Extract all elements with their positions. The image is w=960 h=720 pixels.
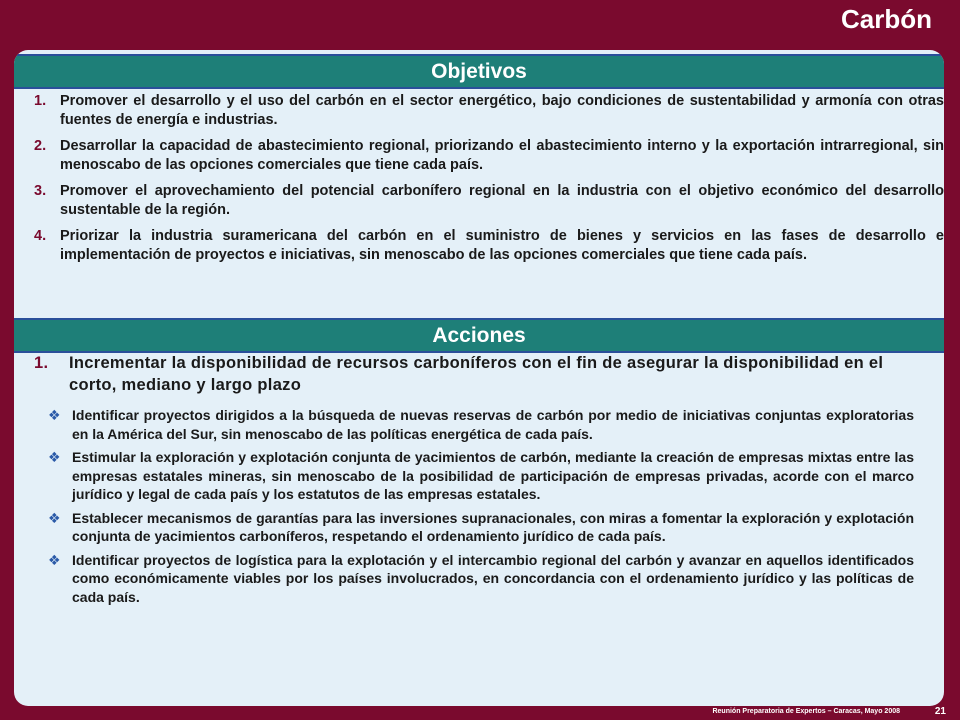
objetivo-text: Desarrollar la capacidad de abastecimiento regional, priorizando el abastecimiento interno y la exportación intrarregional, sin menoscabo de las opciones comerciales que tiene cada país. xyxy=(60,138,944,173)
objetivo-item-4 xyxy=(34,227,944,265)
accion-bullet-text: Establecer mecanismos de garantías para las inversiones supranacionales, con miras a fomentar la exploración y explotación conjunta de yacimientos carboníferos, respetando el ordenamiento jurídico de cada país. xyxy=(72,509,914,544)
objetivo-number: 4. xyxy=(34,228,47,244)
accion-bullet-3 xyxy=(48,509,914,546)
diamond-bullet-icon: ❖ xyxy=(48,509,61,526)
slide-title: Carbón xyxy=(841,4,932,34)
footer-text: Reunión Preparatoria de Expertos – Caracas, Mayo 2008 xyxy=(712,708,900,715)
diamond-bullet-icon: ❖ xyxy=(48,449,61,465)
objetivo-text: Promover el aprovechamiento del potencial carbonífero regional en la industria con el objetivo económico del desarrollo sustentable de la región. xyxy=(60,183,944,218)
objetivo-number: 2. xyxy=(34,138,47,154)
footer xyxy=(0,706,960,720)
accion-bullet-1 xyxy=(48,406,914,443)
accion-heading-text: Incrementar la disponibilidad de recursos carboníferos con el fin de asegurar la disponibilidad en el corto, mediano y largo plazo xyxy=(69,354,884,394)
accion-bullet-4 xyxy=(48,551,914,607)
diamond-bullet-icon: ❖ xyxy=(48,407,61,423)
objetivo-text: Promover el desarrollo y el uso del carbón en el sector energético, bajo condiciones de sustentabilidad y armonía con otras fuentes de energía e industrias. xyxy=(60,93,944,128)
accion-bullet-text: Identificar proyectos de logística para la explotación y el intercambio regional del carbón y avanzar en aquellos identificados como económicamente viables por los países involucrados, en concordancia con el ordenamiento jurídico y las políticas de cada país. xyxy=(72,551,914,605)
objetivo-text: Priorizar la industria suramericana del carbón en el suministro de bienes y servicios en las fases de desarrollo e implementación de proyectos e iniciativas, sin menoscabo de las opciones comerciales que tiene cada país. xyxy=(60,228,944,263)
diamond-bullet-icon: ❖ xyxy=(48,551,61,568)
accion-bullet-2 xyxy=(48,448,914,504)
objetivo-number: 3. xyxy=(34,183,47,199)
accion-heading xyxy=(34,352,914,396)
objetivos-header xyxy=(14,54,944,89)
page-number: 21 xyxy=(934,706,946,717)
objetivo-item-2 xyxy=(34,137,944,175)
acciones-bullet-list xyxy=(48,406,914,611)
objetivos-list xyxy=(34,92,944,272)
objetivo-item-1 xyxy=(34,92,944,130)
objetivos-header-label: Objetivos xyxy=(431,60,527,83)
accion-bullet-text: Estimular la exploración y explotación conjunta de yacimientos de carbón, mediante la creación de empresas mixtas entre las empresas estatales mineras, sin menoscabo de la posibilidad de participación de empresas privadas, acorde con el marco jurídico y legal de cada país y los estatutos de las empresas estatales. xyxy=(72,449,914,502)
objetivo-item-3 xyxy=(34,182,944,220)
accion-number: 1. xyxy=(34,354,49,372)
objetivo-number: 1. xyxy=(34,93,47,109)
acciones-header-label: Acciones xyxy=(432,324,526,347)
accion-bullet-text: Identificar proyectos dirigidos a la búsqueda de nuevas reservas de carbón por medio de iniciativas conjuntas exploratorias en la América del Sur, sin menoscabo de las políticas energética de cada país. xyxy=(72,407,914,442)
acciones-header xyxy=(14,318,944,353)
content-panel xyxy=(14,50,944,706)
